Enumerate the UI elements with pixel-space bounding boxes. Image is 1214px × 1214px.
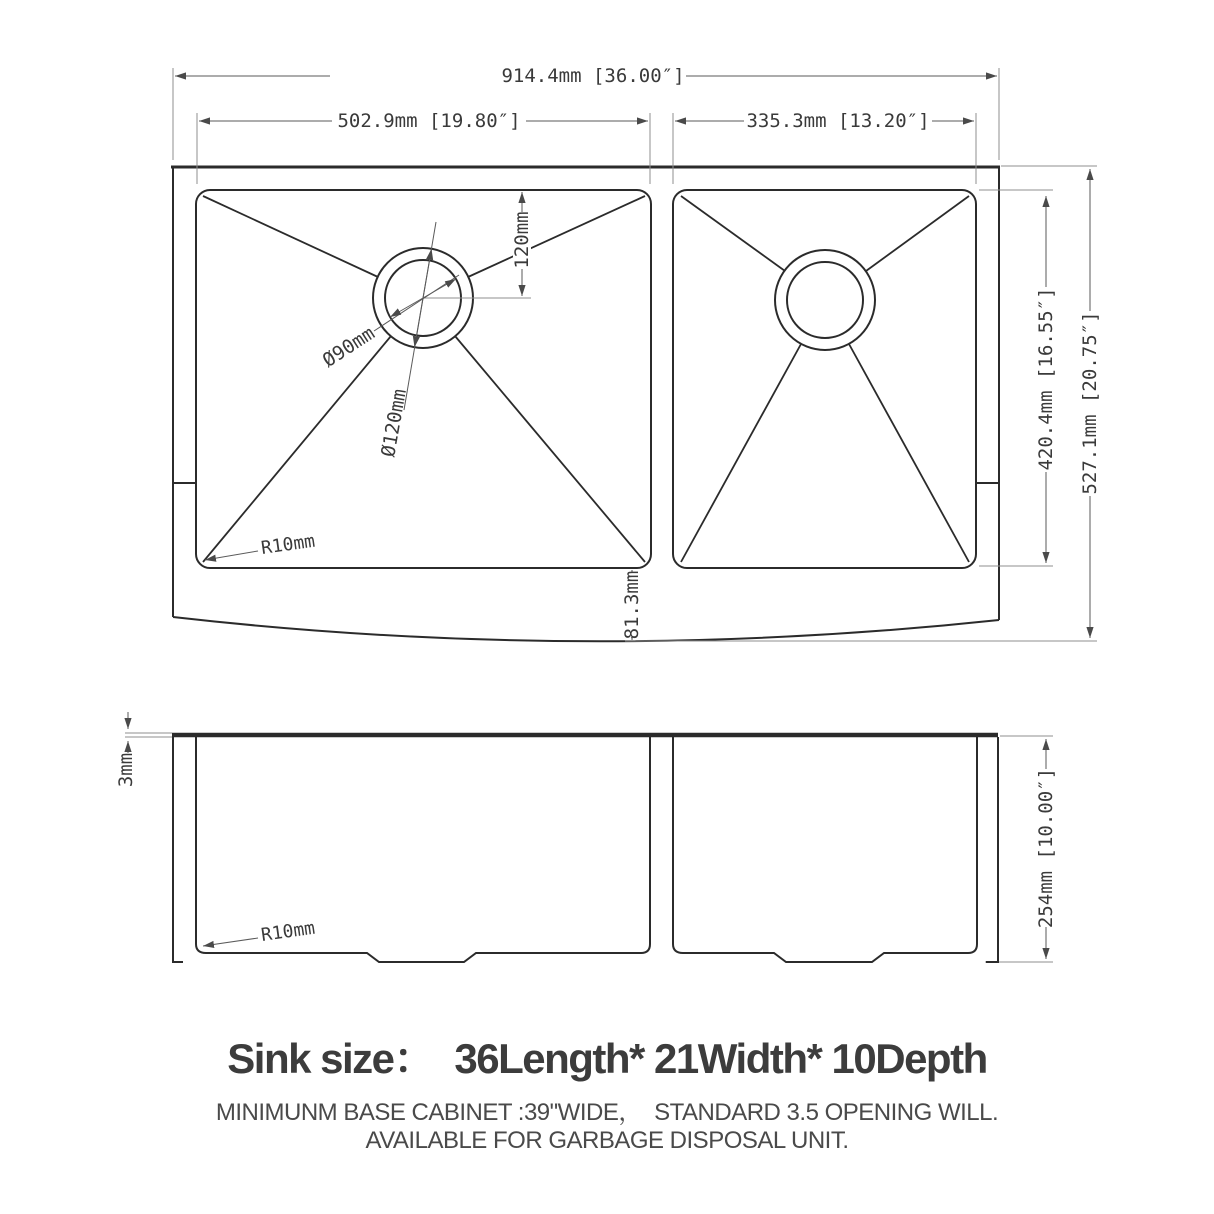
left-bowl bbox=[196, 190, 651, 568]
front-view-right-edge bbox=[986, 737, 998, 962]
sink-size-title: Sink size： 36Length* 21Width* 10Depth bbox=[227, 1035, 987, 1082]
left-bowl-slope-br bbox=[455, 336, 645, 562]
top-view-apron-curve bbox=[173, 617, 999, 641]
front-view-right-bowl bbox=[673, 737, 977, 962]
radius-leader-top-view bbox=[205, 551, 258, 560]
radius-leader-front-view bbox=[203, 938, 258, 946]
right-bowl bbox=[673, 190, 976, 568]
top-view bbox=[171, 166, 1000, 641]
dim-overall-width-label: 527.1mm [20.75″] bbox=[1079, 311, 1101, 495]
front-view-left-edge bbox=[173, 737, 183, 962]
left-bowl-slope-lines bbox=[203, 196, 645, 562]
drain-outer-diameter-arrow-down bbox=[415, 298, 424, 347]
left-bowl-slope-tr bbox=[468, 196, 645, 277]
drain-inner-diameter-arrow-up bbox=[423, 279, 456, 298]
dim-corner-radius-top-view-label: R10mm bbox=[259, 530, 317, 559]
extension-lines bbox=[125, 68, 1097, 962]
dim-drain-offset-label: 120mm bbox=[511, 211, 533, 269]
dimension-lines bbox=[128, 76, 1090, 959]
dim-drain-inner-diameter-label: Ø90mm bbox=[318, 322, 379, 372]
right-bowl-slope-br bbox=[849, 344, 969, 562]
dim-left-bowl-length-label: 502.9mm [19.80″] bbox=[337, 110, 521, 132]
disposal-note-line: AVAILABLE FOR GARBAGE DISPOSAL UNIT. bbox=[365, 1127, 849, 1154]
dim-apron-gap-label: 81.3mm bbox=[621, 570, 643, 640]
dimension-texts bbox=[115, 65, 1101, 946]
cabinet-note-line: MINIMUNM BASE CABINET :39"WIDE， STANDARD 3.5 OPENING WILL. bbox=[215, 1099, 999, 1126]
right-bowl-slope-tl bbox=[681, 196, 785, 271]
right-drain-outer-circle bbox=[775, 250, 875, 350]
dim-height-label: 254mm [10.00″] bbox=[1035, 767, 1057, 929]
drain-inner-diameter-line bbox=[374, 275, 459, 331]
dimension-text-masks bbox=[513, 212, 1101, 927]
left-bowl-slope-tl bbox=[203, 196, 378, 277]
right-bowl-slope-tr bbox=[866, 196, 969, 271]
drain-inner-diameter-arrow-down bbox=[390, 298, 423, 317]
dim-overall-length-label: 914.4mm [36.00″] bbox=[501, 65, 685, 87]
dim-corner-radius-front-view-label: R10mm bbox=[259, 917, 317, 946]
right-bowl-slope-bl bbox=[681, 344, 801, 562]
drain-outer-diameter-arrow-up bbox=[423, 249, 432, 298]
dim-right-bowl-length-label: 335.3mm [13.20″] bbox=[746, 110, 930, 132]
left-bowl-slope-bl bbox=[203, 336, 391, 562]
dim-drain-outer-diameter-label: Ø120mm bbox=[377, 387, 411, 459]
dim-rim-thickness-label: 3mm bbox=[115, 752, 137, 788]
right-drain-inner-circle bbox=[787, 262, 863, 338]
dim-bowl-width-label: 420.4mm [16.55″] bbox=[1035, 287, 1057, 471]
